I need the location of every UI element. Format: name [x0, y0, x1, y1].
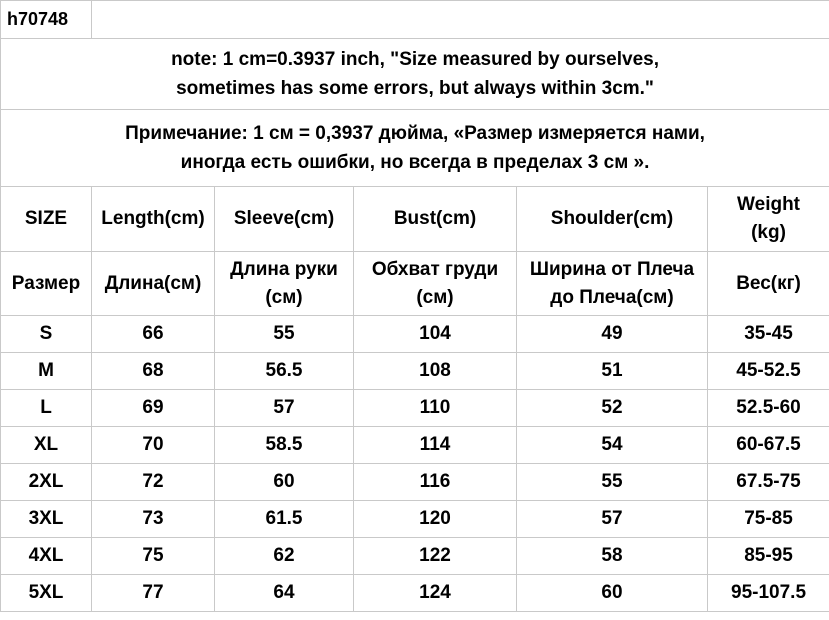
note-ru-line-1: Примечание: 1 см = 0,3937 дюйма, «Размер измеряется нами, [125, 123, 705, 144]
cell-weight: 95-107.5 [708, 575, 829, 612]
cell-shoulder: 51 [517, 353, 708, 390]
cell-size: 5XL [1, 575, 92, 612]
cell-bust: 104 [354, 316, 517, 353]
cell-bust: 116 [354, 464, 517, 501]
table-row [1, 464, 829, 501]
cell-length: 77 [92, 575, 215, 612]
cell-sleeve: 62 [215, 538, 354, 575]
table-row [1, 390, 829, 427]
cell-size: 2XL [1, 464, 92, 501]
cell-shoulder: 55 [517, 464, 708, 501]
note-en-row [1, 39, 829, 110]
header-ru-length: Длина(см) [92, 252, 215, 316]
cell-weight: 52.5-60 [708, 390, 829, 427]
header-length: Length(cm) [92, 187, 215, 252]
cell-size: L [1, 390, 92, 427]
cell-length: 69 [92, 390, 215, 427]
cell-sleeve: 56.5 [215, 353, 354, 390]
header-ru-bust [354, 252, 517, 316]
cell-weight: 85-95 [708, 538, 829, 575]
header-ru-sleeve [215, 252, 354, 316]
table-row [1, 316, 829, 353]
cell-bust: 120 [354, 501, 517, 538]
cell-length: 72 [92, 464, 215, 501]
cell-weight: 75-85 [708, 501, 829, 538]
cell-size: 4XL [1, 538, 92, 575]
cell-bust: 114 [354, 427, 517, 464]
header-ru-sleeve-line-1: Длина руки [230, 258, 338, 280]
cell-sleeve: 64 [215, 575, 354, 612]
header-weight-line-1: Weight [737, 194, 801, 215]
cell-shoulder: 49 [517, 316, 708, 353]
note-ru [1, 110, 829, 187]
cell-length: 73 [92, 501, 215, 538]
note-en-line-2: sometimes has some errors, but always within 3cm." [176, 78, 654, 99]
header-ru-shoulder [517, 252, 708, 316]
cell-sleeve: 57 [215, 390, 354, 427]
cell-shoulder: 58 [517, 538, 708, 575]
cell-bust: 110 [354, 390, 517, 427]
cell-shoulder: 54 [517, 427, 708, 464]
table-row [1, 501, 829, 538]
cell-weight: 67.5-75 [708, 464, 829, 501]
cell-length: 75 [92, 538, 215, 575]
table-row [1, 427, 829, 464]
header-ru-size: Размер [1, 252, 92, 316]
header-ru-shoulder-line-1: Ширина от Плеча [529, 258, 695, 280]
header-weight [708, 187, 829, 252]
header-ru-weight: Вес(кг) [708, 252, 829, 316]
cell-weight: 60-67.5 [708, 427, 829, 464]
table-row [1, 353, 829, 390]
cell-shoulder: 60 [517, 575, 708, 612]
empty-cell [92, 1, 829, 39]
header-row-ru [1, 252, 829, 316]
header-bust: Bust(cm) [354, 187, 517, 252]
cell-length: 68 [92, 353, 215, 390]
product-code: h70748 [1, 1, 92, 39]
note-ru-row [1, 110, 829, 187]
cell-sleeve: 58.5 [215, 427, 354, 464]
header-ru-sleeve-line-2: (см) [265, 286, 303, 308]
note-en-line-1: note: 1 cm=0.3937 inch, "Size measured by ourselves, [171, 49, 659, 70]
header-shoulder: Shoulder(cm) [517, 187, 708, 252]
header-sleeve: Sleeve(cm) [215, 187, 354, 252]
cell-size: M [1, 353, 92, 390]
header-row-en [1, 187, 829, 252]
cell-bust: 122 [354, 538, 517, 575]
cell-length: 70 [92, 427, 215, 464]
note-en [1, 39, 829, 110]
note-ru-line-2: иногда есть ошибки, но всегда в пределах 3 см ». [180, 152, 650, 173]
cell-sleeve: 61.5 [215, 501, 354, 538]
table-row [1, 575, 829, 612]
table-row [1, 538, 829, 575]
cell-size: S [1, 316, 92, 353]
cell-shoulder: 57 [517, 501, 708, 538]
cell-bust: 124 [354, 575, 517, 612]
header-ru-bust-line-1: Обхват груди [371, 258, 499, 280]
cell-size: 3XL [1, 501, 92, 538]
cell-sleeve: 55 [215, 316, 354, 353]
cell-sleeve: 60 [215, 464, 354, 501]
cell-bust: 108 [354, 353, 517, 390]
cell-shoulder: 52 [517, 390, 708, 427]
header-ru-shoulder-line-2: до Плеча(см) [550, 286, 674, 308]
header-size: SIZE [1, 187, 92, 252]
product-code-row [1, 1, 829, 39]
cell-weight: 35-45 [708, 316, 829, 353]
cell-length: 66 [92, 316, 215, 353]
header-weight-line-2: (kg) [751, 222, 786, 243]
cell-weight: 45-52.5 [708, 353, 829, 390]
header-ru-bust-line-2: (см) [416, 286, 454, 308]
size-rows [1, 316, 829, 612]
cell-size: XL [1, 427, 92, 464]
